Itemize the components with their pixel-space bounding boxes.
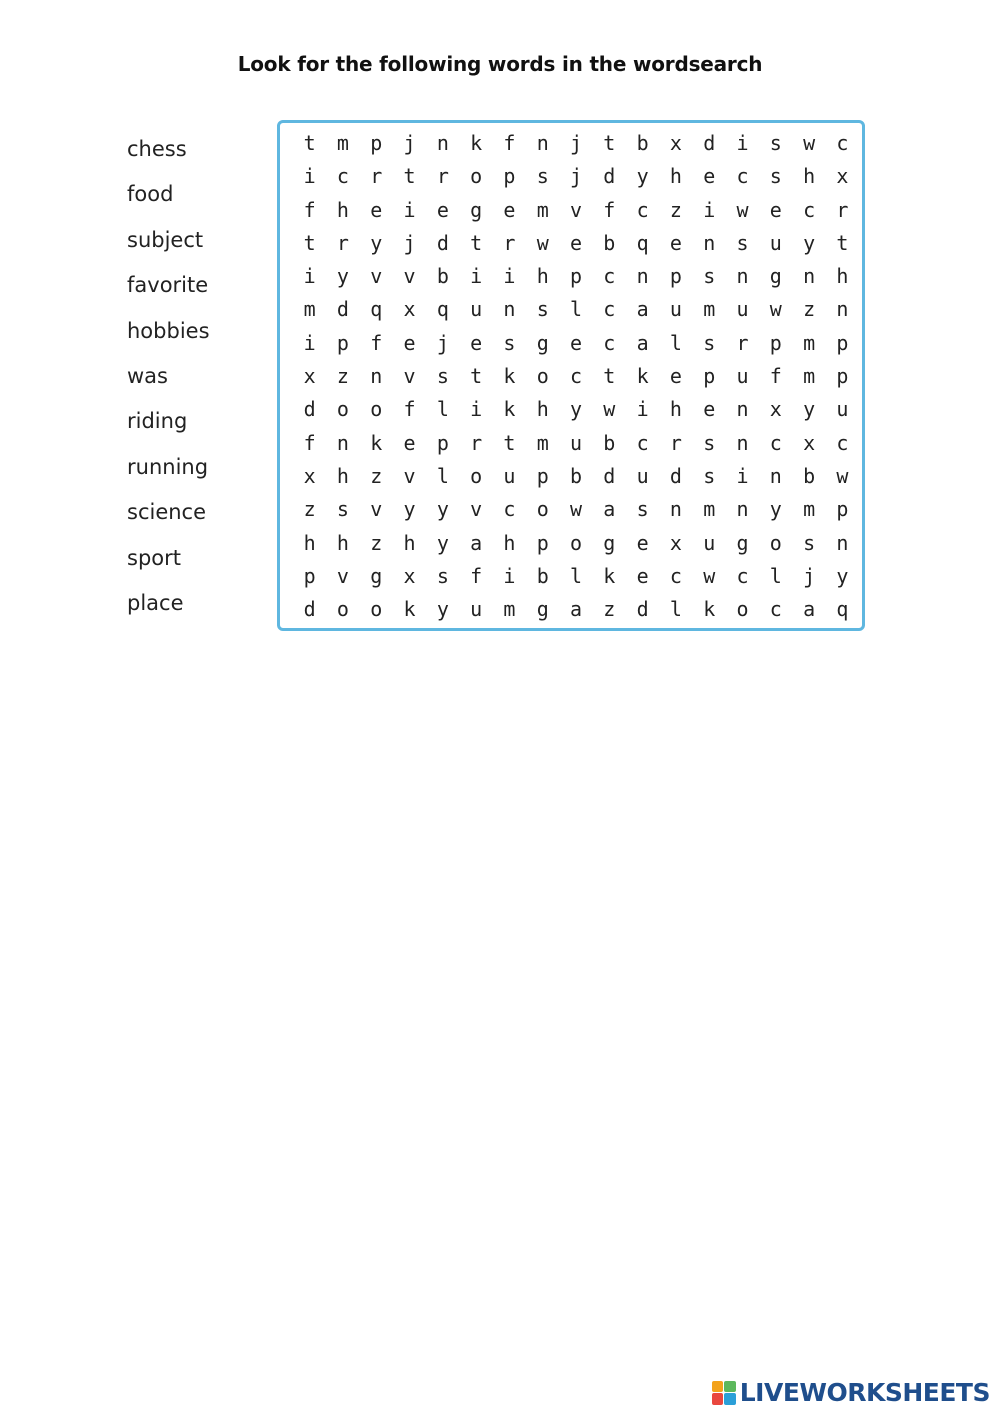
letter-cell[interactable]: v (470, 497, 483, 522)
letter-cell[interactable]: d (436, 230, 449, 255)
letter-cell[interactable]: w (736, 197, 749, 222)
letter-cell[interactable]: j (570, 164, 583, 189)
letter-cell[interactable]: a (603, 497, 616, 522)
letter-cell[interactable]: c (736, 164, 749, 189)
letter-cell[interactable]: e (436, 197, 449, 222)
letter-cell[interactable]: m (503, 597, 516, 622)
letter-cell[interactable]: l (436, 463, 449, 488)
letter-cell[interactable]: j (403, 230, 416, 255)
letter-cell[interactable]: v (370, 497, 383, 522)
letter-cell[interactable]: f (303, 197, 316, 222)
letter-cell[interactable]: b (570, 463, 583, 488)
letter-cell[interactable]: i (736, 131, 749, 155)
letter-cell[interactable]: s (703, 430, 716, 455)
letter-cell[interactable]: s (703, 463, 716, 488)
letter-cell[interactable]: t (503, 430, 516, 455)
letter-cell[interactable]: g (603, 530, 616, 555)
grid-row (293, 327, 859, 360)
letter-cell[interactable]: o (536, 364, 549, 389)
letter-cell[interactable]: v (370, 264, 383, 289)
grid-row (293, 127, 859, 160)
letter-cell[interactable]: p (536, 463, 549, 488)
letter-cell[interactable]: f (370, 330, 383, 355)
letter-cell[interactable]: r (336, 230, 349, 255)
brand-footer (712, 1378, 990, 1407)
letter-cell[interactable]: j (570, 131, 583, 155)
letter-cell[interactable]: a (636, 297, 649, 322)
grid-row (293, 460, 859, 493)
letter-cell[interactable]: y (570, 397, 583, 422)
letter-cell[interactable]: s (769, 164, 782, 189)
letter-cell[interactable]: c (669, 563, 682, 588)
letter-cell[interactable]: e (636, 530, 649, 555)
letter-cell[interactable]: b (436, 264, 449, 289)
letter-cell[interactable]: z (370, 463, 383, 488)
letter-cell[interactable]: e (570, 230, 583, 255)
letter-cell[interactable]: k (403, 597, 416, 622)
letter-cell[interactable]: o (470, 164, 483, 189)
letter-cell[interactable]: a (636, 330, 649, 355)
letter-cell[interactable]: o (470, 463, 483, 488)
liveworksheets-logo-icon (712, 1381, 736, 1405)
letter-cell[interactable]: r (470, 430, 483, 455)
letter-cell[interactable]: v (403, 364, 416, 389)
letter-cell[interactable]: f (769, 364, 782, 389)
letter-cell[interactable]: x (803, 430, 816, 455)
word-list-item: place (127, 590, 184, 615)
logo-square (712, 1381, 724, 1393)
logo-square (712, 1393, 724, 1405)
letter-cell[interactable]: z (803, 297, 816, 322)
letter-cell[interactable]: m (336, 131, 349, 155)
letter-cell[interactable]: g (470, 197, 483, 222)
letter-cell[interactable]: p (536, 530, 549, 555)
letter-cell[interactable]: b (603, 430, 616, 455)
letter-cell[interactable]: d (303, 397, 316, 422)
letter-cell[interactable]: p (703, 364, 716, 389)
letter-cell[interactable]: q (836, 597, 849, 622)
letter-cell[interactable]: p (669, 264, 682, 289)
letter-cell[interactable]: c (336, 164, 349, 189)
letter-cell[interactable]: v (403, 264, 416, 289)
letter-cell[interactable]: r (736, 330, 749, 355)
letter-cell[interactable]: p (336, 330, 349, 355)
letter-cell[interactable]: y (803, 230, 816, 255)
letter-cell[interactable]: h (536, 397, 549, 422)
letter-cell[interactable]: n (736, 397, 749, 422)
letter-cell[interactable]: j (436, 330, 449, 355)
letter-cell[interactable]: i (470, 264, 483, 289)
grid-row (293, 427, 859, 460)
letter-cell[interactable]: c (769, 597, 782, 622)
letter-cell[interactable]: i (736, 463, 749, 488)
letter-cell[interactable]: y (403, 497, 416, 522)
grid-row (293, 227, 859, 260)
letter-cell[interactable]: m (536, 197, 549, 222)
letter-cell[interactable]: e (703, 164, 716, 189)
word-list-item: favorite (127, 273, 209, 298)
grid-row (293, 160, 859, 193)
letter-cell[interactable]: m (703, 497, 716, 522)
letter-cell[interactable]: c (603, 330, 616, 355)
letter-cell[interactable]: a (803, 597, 816, 622)
letter-cell[interactable]: x (303, 463, 316, 488)
letter-cell[interactable]: n (503, 297, 516, 322)
letter-cell[interactable]: s (536, 164, 549, 189)
letter-cell[interactable]: v (403, 463, 416, 488)
grid-row (293, 493, 859, 526)
letter-cell[interactable]: l (570, 297, 583, 322)
letter-cell[interactable]: e (503, 197, 516, 222)
letter-cell[interactable]: u (769, 230, 782, 255)
letter-cell[interactable]: c (570, 364, 583, 389)
word-list-item: running (127, 454, 209, 479)
letter-cell[interactable]: i (303, 264, 316, 289)
word-list (127, 132, 267, 631)
letter-cell[interactable]: u (470, 297, 483, 322)
letter-cell[interactable]: e (703, 397, 716, 422)
letter-cell[interactable]: o (769, 530, 782, 555)
letter-cell[interactable]: e (470, 330, 483, 355)
letter-cell[interactable]: y (769, 497, 782, 522)
letter-cell[interactable]: h (669, 164, 682, 189)
letter-cell[interactable]: m (303, 297, 316, 322)
letter-cell[interactable]: d (603, 164, 616, 189)
letter-cell[interactable]: w (536, 230, 549, 255)
letter-cell[interactable]: g (370, 563, 383, 588)
letter-cell[interactable]: b (636, 131, 649, 155)
letter-cell[interactable]: d (636, 597, 649, 622)
letter-cell[interactable]: r (503, 230, 516, 255)
letter-cell[interactable]: e (370, 197, 383, 222)
letter-cell[interactable]: x (836, 164, 849, 189)
letter-cell[interactable]: t (470, 230, 483, 255)
letter-cell[interactable]: z (336, 364, 349, 389)
letter-cell[interactable]: b (803, 463, 816, 488)
letter-cell[interactable]: r (436, 164, 449, 189)
letter-cell[interactable]: r (836, 197, 849, 222)
letter-cell[interactable]: u (736, 364, 749, 389)
letter-cell[interactable]: f (303, 430, 316, 455)
grid-row (293, 260, 859, 293)
letter-cell[interactable]: p (836, 364, 849, 389)
letter-cell[interactable]: q (370, 297, 383, 322)
letter-cell[interactable]: l (669, 597, 682, 622)
letter-cell[interactable]: e (769, 197, 782, 222)
letter-cell[interactable]: n (736, 497, 749, 522)
letter-cell[interactable]: s (703, 264, 716, 289)
letter-cell[interactable]: p (570, 264, 583, 289)
letter-cell[interactable]: d (336, 297, 349, 322)
letter-cell[interactable]: y (836, 563, 849, 588)
letter-cell[interactable]: t (836, 230, 849, 255)
letter-cell[interactable]: c (769, 430, 782, 455)
letter-cell[interactable]: h (536, 264, 549, 289)
letter-cell[interactable]: x (669, 530, 682, 555)
letter-cell[interactable]: b (603, 230, 616, 255)
letter-cell[interactable]: k (503, 397, 516, 422)
letter-cell[interactable]: y (436, 497, 449, 522)
letter-cell[interactable]: z (603, 597, 616, 622)
letter-cell[interactable]: u (703, 530, 716, 555)
letter-cell[interactable]: w (803, 131, 816, 155)
letter-cell[interactable]: k (503, 364, 516, 389)
letter-cell[interactable]: l (769, 563, 782, 588)
letter-cell[interactable]: m (803, 330, 816, 355)
letter-cell[interactable]: n (736, 430, 749, 455)
word-list-item: food (127, 182, 174, 207)
letter-cell[interactable]: y (436, 597, 449, 622)
grid-row (293, 593, 859, 626)
word-list-item: was (127, 363, 168, 388)
letter-cell[interactable]: s (436, 364, 449, 389)
letter-cell[interactable]: u (503, 463, 516, 488)
letter-cell[interactable]: n (736, 264, 749, 289)
word-list-item: subject (127, 227, 204, 252)
letter-cell[interactable]: i (503, 563, 516, 588)
word-list-item: sport (127, 545, 181, 570)
letter-cell[interactable]: m (803, 364, 816, 389)
letter-cell[interactable]: q (436, 297, 449, 322)
letter-cell[interactable]: d (603, 463, 616, 488)
letter-cell[interactable]: t (403, 164, 416, 189)
letter-cell[interactable]: n (703, 230, 716, 255)
letter-cell[interactable]: n (370, 364, 383, 389)
letter-cell[interactable]: g (769, 264, 782, 289)
letter-cell[interactable]: h (403, 530, 416, 555)
letter-cell[interactable]: o (536, 497, 549, 522)
letter-cell[interactable]: u (570, 430, 583, 455)
grid-row (293, 393, 859, 426)
letter-cell[interactable]: y (436, 530, 449, 555)
letter-cell[interactable]: f (403, 397, 416, 422)
brand-name: LIVEWORKSHEETS (739, 1378, 990, 1407)
letter-cell[interactable]: u (636, 463, 649, 488)
letter-cell[interactable]: y (803, 397, 816, 422)
letter-cell[interactable]: e (403, 330, 416, 355)
letter-cell[interactable]: i (703, 197, 716, 222)
letter-cell[interactable]: w (836, 463, 849, 488)
letter-cell[interactable]: y (370, 230, 383, 255)
letter-cell[interactable]: c (736, 563, 749, 588)
letter-cell[interactable]: h (836, 264, 849, 289)
letter-cell[interactable]: d (703, 131, 716, 155)
letter-cell[interactable]: a (470, 530, 483, 555)
letter-cell[interactable]: z (370, 530, 383, 555)
letter-cell[interactable]: w (603, 397, 616, 422)
page-title: Look for the following words in the wordsearch (237, 52, 763, 76)
letter-cell[interactable]: b (536, 563, 549, 588)
letter-cell[interactable]: t (470, 364, 483, 389)
letter-cell[interactable]: y (336, 264, 349, 289)
letter-cell[interactable]: o (336, 597, 349, 622)
letter-cell[interactable]: c (636, 197, 649, 222)
letter-cell[interactable]: s (503, 330, 516, 355)
letter-cell[interactable]: g (536, 330, 549, 355)
letter-cell[interactable]: n (803, 264, 816, 289)
letter-cell[interactable]: x (403, 297, 416, 322)
grid-row (293, 360, 859, 393)
letter-cell[interactable]: g (536, 597, 549, 622)
letter-cell[interactable]: x (303, 364, 316, 389)
letter-cell[interactable]: p (436, 430, 449, 455)
letter-cell[interactable]: n (836, 297, 849, 322)
letter-cell[interactable]: m (536, 430, 549, 455)
letter-cell[interactable]: y (636, 164, 649, 189)
letter-cell[interactable]: v (570, 197, 583, 222)
letter-cell[interactable]: i (636, 397, 649, 422)
letter-cell[interactable]: f (603, 197, 616, 222)
letter-cell[interactable]: s (336, 497, 349, 522)
word-list-item: hobbies (127, 318, 210, 343)
letter-cell[interactable]: v (336, 563, 349, 588)
letter-cell[interactable]: e (636, 563, 649, 588)
letter-cell[interactable]: q (636, 230, 649, 255)
grid-row (293, 527, 859, 560)
letter-cell[interactable]: s (769, 131, 782, 155)
letter-cell[interactable]: h (303, 530, 316, 555)
letter-cell[interactable]: w (570, 497, 583, 522)
letter-cell[interactable]: t (303, 230, 316, 255)
letter-cell[interactable]: k (703, 597, 716, 622)
letter-cell[interactable]: d (669, 463, 682, 488)
letter-cell[interactable]: k (470, 131, 483, 155)
letter-cell[interactable]: p (836, 330, 849, 355)
letter-cell[interactable]: c (803, 197, 816, 222)
letter-cell[interactable]: o (370, 597, 383, 622)
letter-cell[interactable]: i (403, 197, 416, 222)
letter-cell[interactable]: o (336, 397, 349, 422)
letter-cell[interactable]: h (503, 530, 516, 555)
letter-cell[interactable]: o (736, 597, 749, 622)
letter-cell[interactable]: e (669, 364, 682, 389)
letter-cell[interactable]: u (836, 397, 849, 422)
letter-cell[interactable]: c (636, 430, 649, 455)
letter-cell[interactable]: e (669, 230, 682, 255)
letter-cell[interactable]: s (736, 230, 749, 255)
letter-cell[interactable]: p (303, 563, 316, 588)
letter-cell[interactable]: s (803, 530, 816, 555)
letter-cell[interactable]: d (303, 597, 316, 622)
letter-cell[interactable]: i (303, 164, 316, 189)
letter-cell[interactable]: r (669, 430, 682, 455)
letter-cell[interactable]: x (769, 397, 782, 422)
grid-row (293, 194, 859, 227)
letter-cell[interactable]: r (370, 164, 383, 189)
letter-cell[interactable]: s (703, 330, 716, 355)
letter-cell[interactable]: c (603, 264, 616, 289)
letter-cell[interactable]: s (636, 497, 649, 522)
letter-cell[interactable]: p (769, 330, 782, 355)
letter-cell[interactable]: z (669, 197, 682, 222)
letter-cell[interactable]: x (669, 131, 682, 155)
letter-cell[interactable]: l (570, 563, 583, 588)
letter-cell[interactable]: z (303, 497, 316, 522)
letter-cell[interactable]: p (503, 164, 516, 189)
grid-row (293, 560, 859, 593)
letter-cell[interactable]: i (470, 397, 483, 422)
letter-cell[interactable]: o (570, 530, 583, 555)
letter-cell[interactable]: w (769, 297, 782, 322)
word-list-item: riding (127, 409, 188, 434)
letter-cell[interactable]: h (669, 397, 682, 422)
letter-cell[interactable]: m (703, 297, 716, 322)
word-list-item: science (127, 500, 207, 525)
letter-cell[interactable]: j (803, 563, 816, 588)
letter-cell[interactable]: n (536, 131, 549, 155)
letter-cell[interactable]: n (836, 530, 849, 555)
letter-cell[interactable]: u (669, 297, 682, 322)
letter-cell[interactable]: n (336, 430, 349, 455)
letter-cell[interactable]: t (303, 131, 316, 155)
letter-cell[interactable]: w (703, 563, 716, 588)
letter-cell[interactable]: c (503, 497, 516, 522)
letter-cell[interactable]: j (403, 131, 416, 155)
grid-row (293, 293, 859, 326)
letter-cell[interactable]: e (570, 330, 583, 355)
letter-cell[interactable]: c (603, 297, 616, 322)
letter-cell[interactable]: k (603, 563, 616, 588)
logo-square (724, 1381, 736, 1393)
letter-cell[interactable]: f (503, 131, 516, 155)
letter-cell[interactable]: n (436, 131, 449, 155)
letter-cell[interactable]: h (336, 463, 349, 488)
letter-cell[interactable]: m (803, 497, 816, 522)
letter-cell[interactable]: c (836, 131, 849, 155)
letter-cell[interactable]: p (836, 497, 849, 522)
letter-cell[interactable]: i (303, 330, 316, 355)
word-list-item: chess (127, 137, 187, 161)
logo-square (724, 1393, 736, 1405)
letter-cell[interactable]: n (636, 264, 649, 289)
letter-cell[interactable]: n (669, 497, 682, 522)
letter-cell[interactable]: t (603, 131, 616, 155)
letter-cell[interactable]: h (803, 164, 816, 189)
wordsearch-grid (293, 127, 859, 626)
letter-cell[interactable]: g (736, 530, 749, 555)
letter-cell[interactable]: n (769, 463, 782, 488)
letter-cell[interactable]: k (636, 364, 649, 389)
letter-cell[interactable]: e (403, 430, 416, 455)
letter-cell[interactable]: f (470, 563, 483, 588)
letter-cell[interactable]: l (436, 397, 449, 422)
letter-cell[interactable]: o (370, 397, 383, 422)
letter-cell[interactable]: u (470, 597, 483, 622)
letter-cell[interactable]: i (503, 264, 516, 289)
letter-cell[interactable]: l (669, 330, 682, 355)
letter-cell[interactable]: u (736, 297, 749, 322)
letter-cell[interactable]: c (836, 430, 849, 455)
letter-cell[interactable]: k (370, 430, 383, 455)
letter-cell[interactable]: s (536, 297, 549, 322)
letter-cell[interactable]: p (370, 131, 383, 155)
letter-cell[interactable]: x (403, 563, 416, 588)
letter-cell[interactable]: h (336, 197, 349, 222)
letter-cell[interactable]: s (436, 563, 449, 588)
letter-cell[interactable]: a (570, 597, 583, 622)
letter-cell[interactable]: t (603, 364, 616, 389)
letter-cell[interactable]: h (336, 530, 349, 555)
